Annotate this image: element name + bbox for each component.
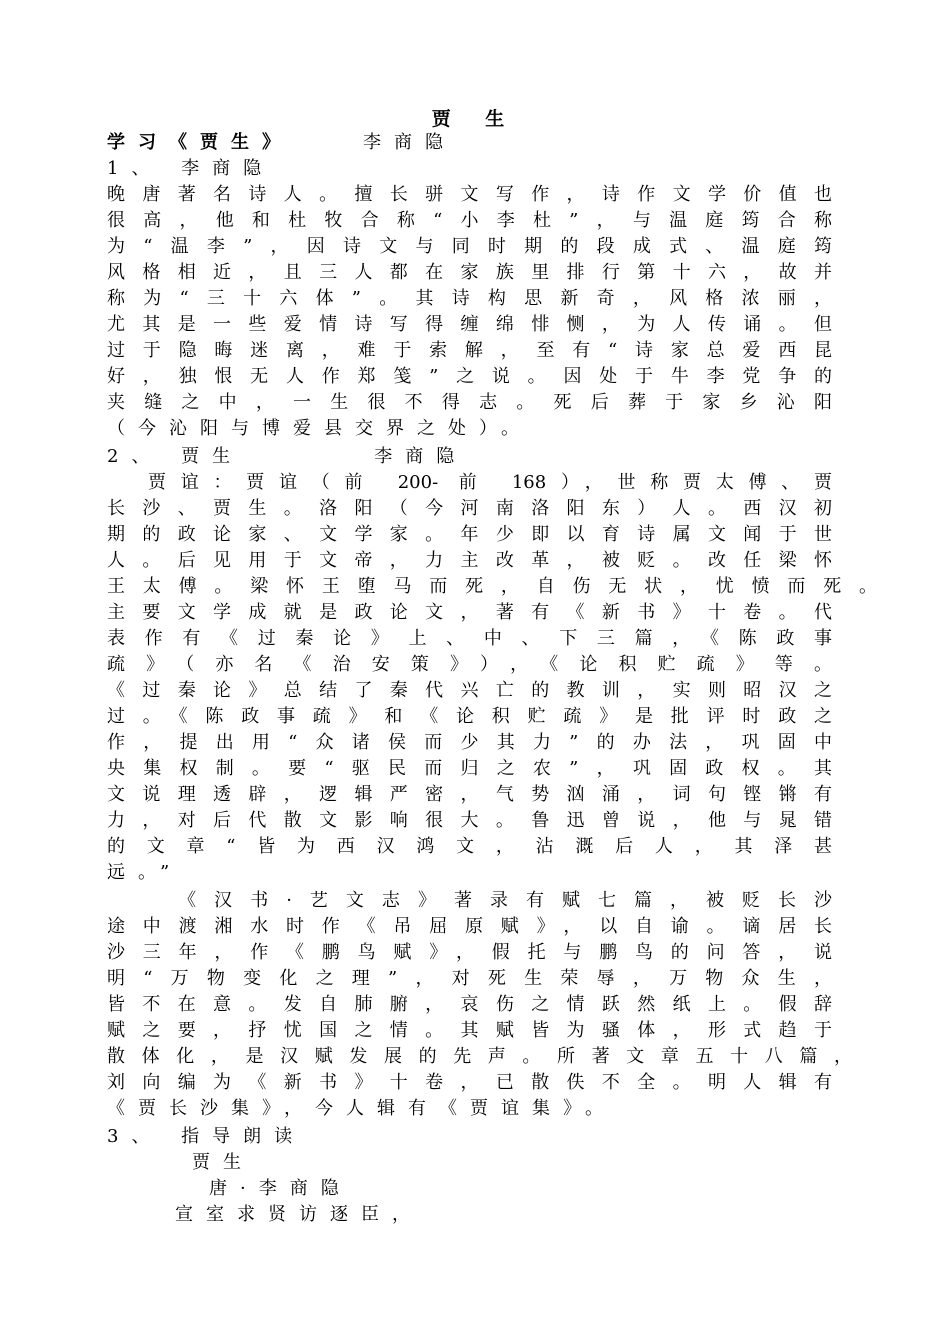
section2-para2-line: 明“万物变化之理”，对死生荣辱，万物众生， [107, 968, 832, 989]
section2-para1-line: 文说理透辟，逻辑严密，气势汹涌，词句铿锵有 [107, 784, 832, 805]
section2-para2-line: 散体化，是汉赋发展的先声。所著文章五十八篇， [107, 1046, 852, 1067]
section1-line: 称为“三十六体”。其诗构思新奇，风格浓丽， [107, 288, 832, 309]
poem-title: 贾生 [192, 1152, 254, 1173]
section1-line: 很高，他和杜牧合称“小李杜”，与温庭筠合称 [107, 210, 832, 231]
section2-para1-line: 作，提出用“众诸侯而少其力”的办法，巩固中 [107, 732, 832, 753]
poem-line: 宣室求贤访逐臣， [175, 1204, 423, 1225]
section2-para1-line: 央集权制。要“驱民而归之农”，巩固政权。其 [107, 758, 832, 779]
section2-para1-line: 过。《陈政事疏》和《论积贮疏》是批评时政之 [107, 706, 832, 727]
section2-para1-line: 远。” [107, 862, 183, 883]
section1-line: 尤其是一些爱情诗写得缠绵悱恻，为人传诵。但 [107, 314, 832, 335]
section1-line: 过于隐晦迷离，难于索解，至有“诗家总爱西昆 [107, 340, 832, 361]
section2-para2-line: 沙三年，作《鹏鸟赋》，假托与鹏鸟的问答，说 [107, 942, 832, 963]
section1-line: 好，独恨无人作郑笺”之说。因处于牛李党争的 [107, 366, 832, 387]
section1-line: 风格相近，且三人都在家族里排行第十六，故并 [107, 262, 832, 283]
lesson-heading [107, 132, 832, 154]
section2-para1-line: 人。后见用于文帝，力主改革，被贬。改任梁怀 [107, 550, 832, 571]
lesson-heading-title: 学习《贾生》 [107, 132, 293, 153]
section2-para2-line: 《贾长沙集》，今人辑有《贾谊集》。 [107, 1098, 616, 1119]
section2-para1-line: 的文章“皆为西汉鸿文，沾溉后人，其泽甚 [107, 836, 832, 857]
lesson-heading-author: 李商隐 [363, 132, 456, 153]
section1-line: 夹缝之中，一生很不得志。死后葬于家乡沁阳 [107, 392, 832, 413]
section1-line: （今沁阳与博爱县交界之处）。 [107, 418, 532, 439]
section2-para1-line: 主要文学成就是政论文，著有《新书》十卷。代 [107, 602, 832, 623]
section3-heading: 3、 指导朗读 [107, 1126, 306, 1147]
section2-para1-line: 期的政论家、文学家。年少即以育诗属文闻于世 [107, 524, 832, 545]
section1-heading: 1、 李商隐 [107, 158, 275, 179]
section2-para2-line: 途中渡湘水时作《吊屈原赋》，以自谕。谪居长 [107, 916, 832, 937]
section2-para2-line: 《汉书·艺文志》著录有赋七篇，被贬长沙 [107, 890, 832, 911]
section2-para2-line: 赋之要，抒忧国之情。其赋皆为骚体，形式趋于 [107, 1020, 832, 1041]
section2-para1-line: 《过秦论》总结了秦代兴亡的教训，实则昭汉之 [107, 680, 832, 701]
section2-para1-line: 贾谊：贾谊（前 200- 前 168），世称贾太傅、贾 [107, 472, 832, 493]
page-title: 贾 生 [431, 108, 519, 130]
section2-para1-line: 王太傅。梁怀王堕马而死，自伤无状，忧愤而死。 [107, 576, 877, 597]
section1-line: 晚唐著名诗人。擅长骈文写作，诗作文学价值也 [107, 184, 832, 205]
section2-para1-line: 力，对后代散文影响很大。鲁迅曾说，他与晁错 [107, 810, 832, 831]
section2-para1-line: 长沙、贾生。洛阳（今河南洛阳东）人。西汉初 [107, 498, 832, 519]
section2-heading: 2、 贾生 李商隐 [107, 446, 468, 467]
section2-para2-line: 皆不在意。发自肺腑，哀伤之情跃然纸上。假辞 [107, 994, 832, 1015]
section2-para1-line: 表作有《过秦论》上、中、下三篇，《陈政事 [107, 628, 832, 649]
poem-author: 唐·李商隐 [209, 1178, 352, 1199]
section2-para1-line: 疏》（亦名《治安策》），《论积贮疏》等。 [107, 654, 832, 675]
section1-line: 为“温李”，因诗文与同时期的段成式、温庭筠 [107, 236, 832, 257]
section2-para2-line: 刘向编为《新书》十卷，已散佚不全。明人辑有 [107, 1072, 832, 1093]
